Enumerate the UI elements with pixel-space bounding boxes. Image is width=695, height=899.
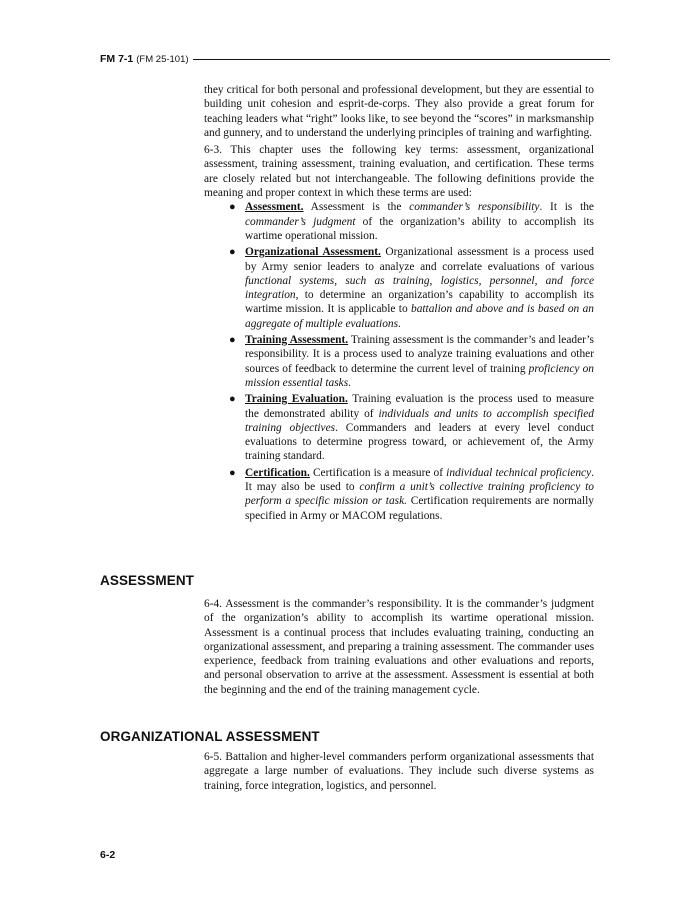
definition-text: Training evaluation is the process used to measure the demonstrated ability of xyxy=(245,393,594,420)
heading-assessment: ASSESSMENT xyxy=(100,573,195,588)
continuation-paragraph: they critical for both personal and professional development, but they are essential to building unit cohesion and esprit-de-corps. They also provide a great forum for teaching leaders what “right” looks like, to see beyond the “scores” in marksmanship and gunnery, and to understand the underlying principles of training and warfighting. xyxy=(204,84,594,139)
definition-assessment xyxy=(204,200,594,243)
manual-number: FM 7-1 xyxy=(100,53,134,65)
definition-text: . xyxy=(348,376,352,389)
definition-emphasis: battalion and above and is based on an aggregate of multiple evaluations xyxy=(245,303,594,330)
definition-emphasis: functional systems, such as training, logistics, personnel, and force integration, xyxy=(245,274,594,302)
definition-text: Training assessment is the commander’s and leader’s responsibility. It is a process used to analyze training evaluations and other sources of feedback to determine the current level of training xyxy=(245,334,594,375)
intro-block xyxy=(204,83,594,525)
paragraph-6-5: 6-5. Battalion and higher-level commanders perform organizational assessments that aggregate a large number of evaluations. They include such diverse systems as training, force integration, logistics, and personnel. xyxy=(204,751,594,792)
definition-term: Training Evaluation. xyxy=(245,393,348,406)
definition-text: to determine an organization’s capability to accomplish its wartime mission. It is applicable to xyxy=(245,289,594,316)
bullet-icon: ● xyxy=(229,393,236,406)
assessment-block xyxy=(204,597,594,697)
definition-organizational-assessment xyxy=(204,245,594,331)
definition-training-assessment xyxy=(204,333,594,390)
definition-text: Organizational assessment is a process used by Army senior leaders to analyze and correlate evaluations of various xyxy=(245,246,594,273)
definition-text: Certification requirements are normally specified in Army or MACOM regulations. xyxy=(245,495,594,522)
definition-term: Certification. xyxy=(245,466,310,479)
definition-certification xyxy=(204,466,594,523)
definitions-list xyxy=(204,200,594,523)
definition-term: Training Assessment. xyxy=(245,334,349,347)
heading-organizational-assessment: ORGANIZATIONAL ASSESSMENT xyxy=(100,729,320,744)
supersedes-note: (FM 25-101) xyxy=(136,53,189,65)
definition-text: Assessment is the xyxy=(303,201,410,214)
definition-text: of the organization’s ability to accomplish its wartime operational mission. xyxy=(245,215,594,242)
page-number: 6-2 xyxy=(100,849,116,861)
bullet-icon: ● xyxy=(229,334,236,347)
bullet-icon: ● xyxy=(229,466,236,479)
header-rule xyxy=(193,59,610,60)
definition-emphasis: individuals and units to accomplish specified training objectives xyxy=(245,407,595,434)
definition-text: . Commanders and leaders at every level conduct evaluations to determine progress toward, or achievement of, the Army training standard. xyxy=(245,421,594,463)
paragraph-6-4: 6-4. Assessment is the commander’s responsibility. It is the commander’s judgment of the organization’s ability to accomplish its wartime operational mission. Assessment is a continual process that includes evaluating training, conducting an organizational assessment, and preparing a training assessment. The commander uses experience, feedback from training evaluations and other evaluations and reports, and personal observation to arrive at the assessment. Assessment is essential at both the beginning and the end of the training management cycle. xyxy=(204,598,594,696)
definition-term: Organizational Assessment. xyxy=(245,246,381,259)
bullet-icon: ● xyxy=(229,201,236,214)
definition-text: . xyxy=(398,317,401,330)
definition-text: . It is the xyxy=(539,201,594,214)
running-header xyxy=(100,52,610,66)
definition-emphasis: individual technical proficiency xyxy=(446,466,592,479)
definition-text: . It may also be used to xyxy=(245,466,594,494)
definition-text: Certification is a measure of xyxy=(309,466,447,479)
definition-term: Assessment. xyxy=(245,201,304,214)
definition-emphasis: proficiency on mission essential tasks xyxy=(245,362,594,389)
definition-emphasis: commander’s judgment xyxy=(245,215,356,228)
definition-training-evaluation xyxy=(204,392,594,463)
definition-emphasis: commander’s responsibility xyxy=(409,201,540,214)
bullet-icon: ● xyxy=(229,246,236,259)
definition-emphasis: confirm a unit’s collective training proficiency to perform a specific mission or task. xyxy=(245,481,594,508)
paragraph-6-3: 6-3. This chapter uses the following key terms: assessment, organizational assessment, training assessment, training evaluation, and certification. These terms are closely related but not interchangeable. The following definitions provide the meaning and proper context in which these terms are used: xyxy=(204,144,594,200)
organizational-block xyxy=(204,750,594,793)
